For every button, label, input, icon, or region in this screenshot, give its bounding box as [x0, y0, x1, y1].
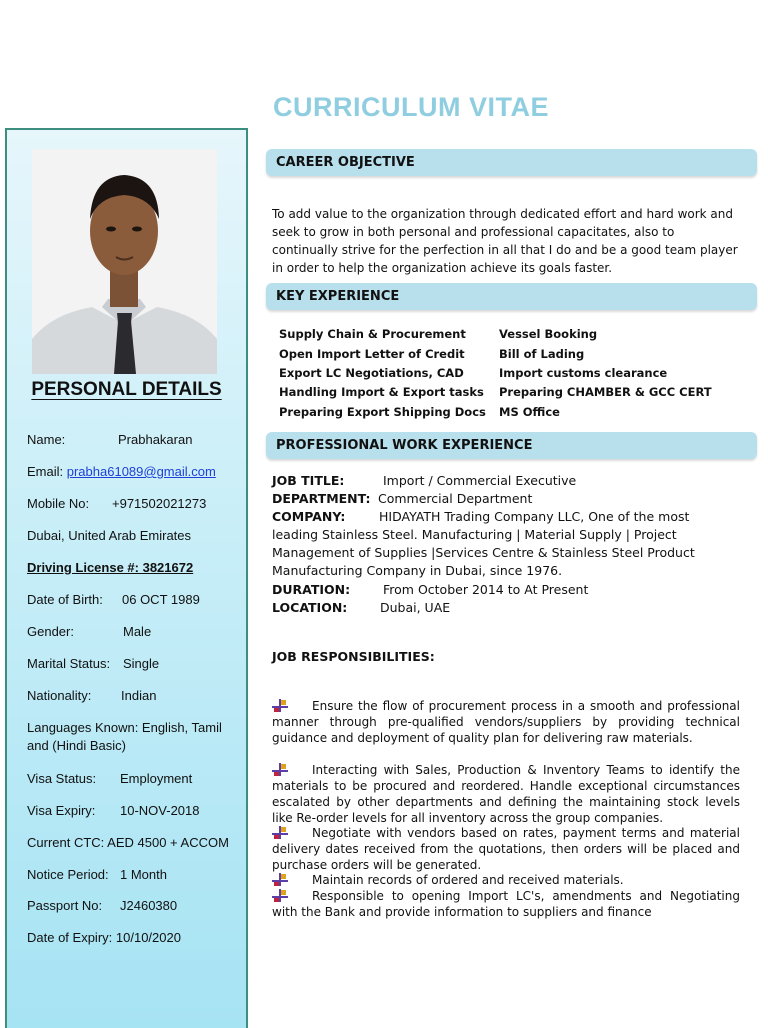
- work-experience-bar: [266, 432, 757, 459]
- work-experience-heading: PROFESSIONAL WORK EXPERIENCE: [276, 438, 533, 453]
- pushpin-bullet-icon: [272, 873, 312, 885]
- responsibility-item: Interacting with Sales, Production & Inventory Teams to identify the materials to be procured and reordered. Handle exceptional circumstances escalated by other departments and defining the maintaining stock levels like Re-order levels for all inventory across the group companies.: [272, 763, 740, 825]
- job-title-row: JOB TITLE:: [272, 473, 345, 488]
- visa-expiry-row: Visa Expiry: 10-NOV-2018: [27, 803, 200, 818]
- duration-value: From October 2014 to At Present: [383, 582, 589, 597]
- name-row: Name: Prabhakaran: [27, 432, 193, 447]
- email-link[interactable]: prabha61089@gmail.com: [66, 464, 216, 479]
- department-value: Commercial Department: [378, 491, 533, 506]
- ctc-row: Current CTC: AED 4500 + ACCOM: [27, 835, 229, 850]
- responsibility-item: Negotiate with vendors based on rates, payment terms and material delivery dates received from the quotations, then orders will be placed and purchase orders will be generated.: [272, 826, 740, 872]
- key-experience-heading: KEY EXPERIENCE: [276, 289, 400, 304]
- pushpin-bullet-icon: [272, 826, 312, 838]
- responsibility-item: Maintain records of ordered and received materials.: [272, 872, 740, 888]
- profile-photo: [32, 149, 217, 374]
- key-exp-item: Export LC Negotiations, CAD: [279, 366, 464, 380]
- company-value-line: Manufacturing Company in Dubai, since 1976.: [272, 563, 563, 578]
- notice-row: Notice Period: 1 Month: [27, 867, 167, 882]
- company-row: COMPANY:: [272, 509, 346, 524]
- personal-details-heading: PERSONAL DETAILS: [31, 379, 222, 400]
- career-objective-heading: CAREER OBJECTIVE: [276, 155, 415, 170]
- pushpin-bullet-icon: [272, 889, 312, 901]
- location-row: Dubai, United Arab Emirates: [27, 528, 192, 543]
- company-value-line: Management of Supplies |Services Centre & Stainless Steel Product: [272, 545, 695, 560]
- personal-sidebar: [5, 128, 248, 1028]
- key-experience-bar: [266, 283, 757, 310]
- languages-row: Languages Known: English, Tamil and (Hindi Basic): [27, 720, 222, 753]
- location-row: LOCATION:: [272, 600, 348, 615]
- responsibility-item: Responsible to opening Import LC's, amendments and Negotiating with the Bank and provide information to suppliers and finance: [272, 889, 740, 919]
- pushpin-bullet-icon: [272, 763, 312, 775]
- job-title-value: Import / Commercial Executive: [383, 473, 577, 488]
- key-exp-item: Supply Chain & Procurement: [279, 327, 466, 341]
- key-exp-item: MS Office: [499, 405, 560, 419]
- career-objective-text: To add value to the organization through dedicated effort and hard work and seek to grow in both personal and professional capacitates, also to continually strive for the perfection in all that I do and be a good team player in order to help the organization achieve its goals faster.: [272, 207, 738, 275]
- key-exp-item: Vessel Booking: [499, 327, 598, 341]
- company-value-line: leading Stainless Steel. Manufacturing | Material Supply | Project: [272, 527, 677, 542]
- location-value: Dubai, UAE: [380, 600, 451, 615]
- key-exp-item: Open Import Letter of Credit: [279, 347, 465, 361]
- key-exp-item: Preparing CHAMBER & GCC CERT: [499, 385, 712, 399]
- company-value: HIDAYATH Trading Company LLC, One of the most: [379, 509, 690, 524]
- marital-row: Marital Status: Single: [27, 656, 160, 671]
- responsibility-item: Ensure the flow of procurement process in a smooth and professional manner through pre-qualified vendors/suppliers by providing technical guidance and deployment of quality plan for delivering raw materials.: [272, 699, 740, 745]
- visa-status-row: Visa Status: Employment: [27, 771, 193, 786]
- dob-row: Date of Birth: 06 OCT 1989: [27, 592, 200, 607]
- department-row: DEPARTMENT:: [272, 491, 371, 506]
- pushpin-bullet-icon: [272, 699, 312, 711]
- nationality-row: Nationality: Indian: [27, 688, 157, 703]
- passport-expiry-row: Date of Expiry: 10/10/2020: [27, 930, 181, 945]
- email-row: Email: prabha61089@gmail.com: [27, 464, 216, 479]
- key-exp-item: Preparing Export Shipping Docs: [279, 405, 486, 419]
- career-objective-bar: [266, 149, 757, 176]
- gender-row: Gender: Male: [27, 624, 152, 639]
- mobile-row: Mobile No: +971502021273: [27, 496, 207, 511]
- cv-title: CURRICULUM VITAE: [273, 92, 549, 122]
- profile-photo-icon: [32, 149, 217, 374]
- driving-license: Driving License #: 3821672: [27, 560, 194, 575]
- responsibilities-heading: JOB RESPONSIBILITIES:: [272, 649, 435, 664]
- key-exp-item: Bill of Lading: [499, 347, 585, 361]
- duration-row: DURATION:: [272, 582, 351, 597]
- passport-row: Passport No: J2460380: [27, 898, 178, 913]
- key-exp-item: Handling Import & Export tasks: [279, 385, 484, 399]
- key-exp-item: Import customs clearance: [499, 366, 668, 380]
